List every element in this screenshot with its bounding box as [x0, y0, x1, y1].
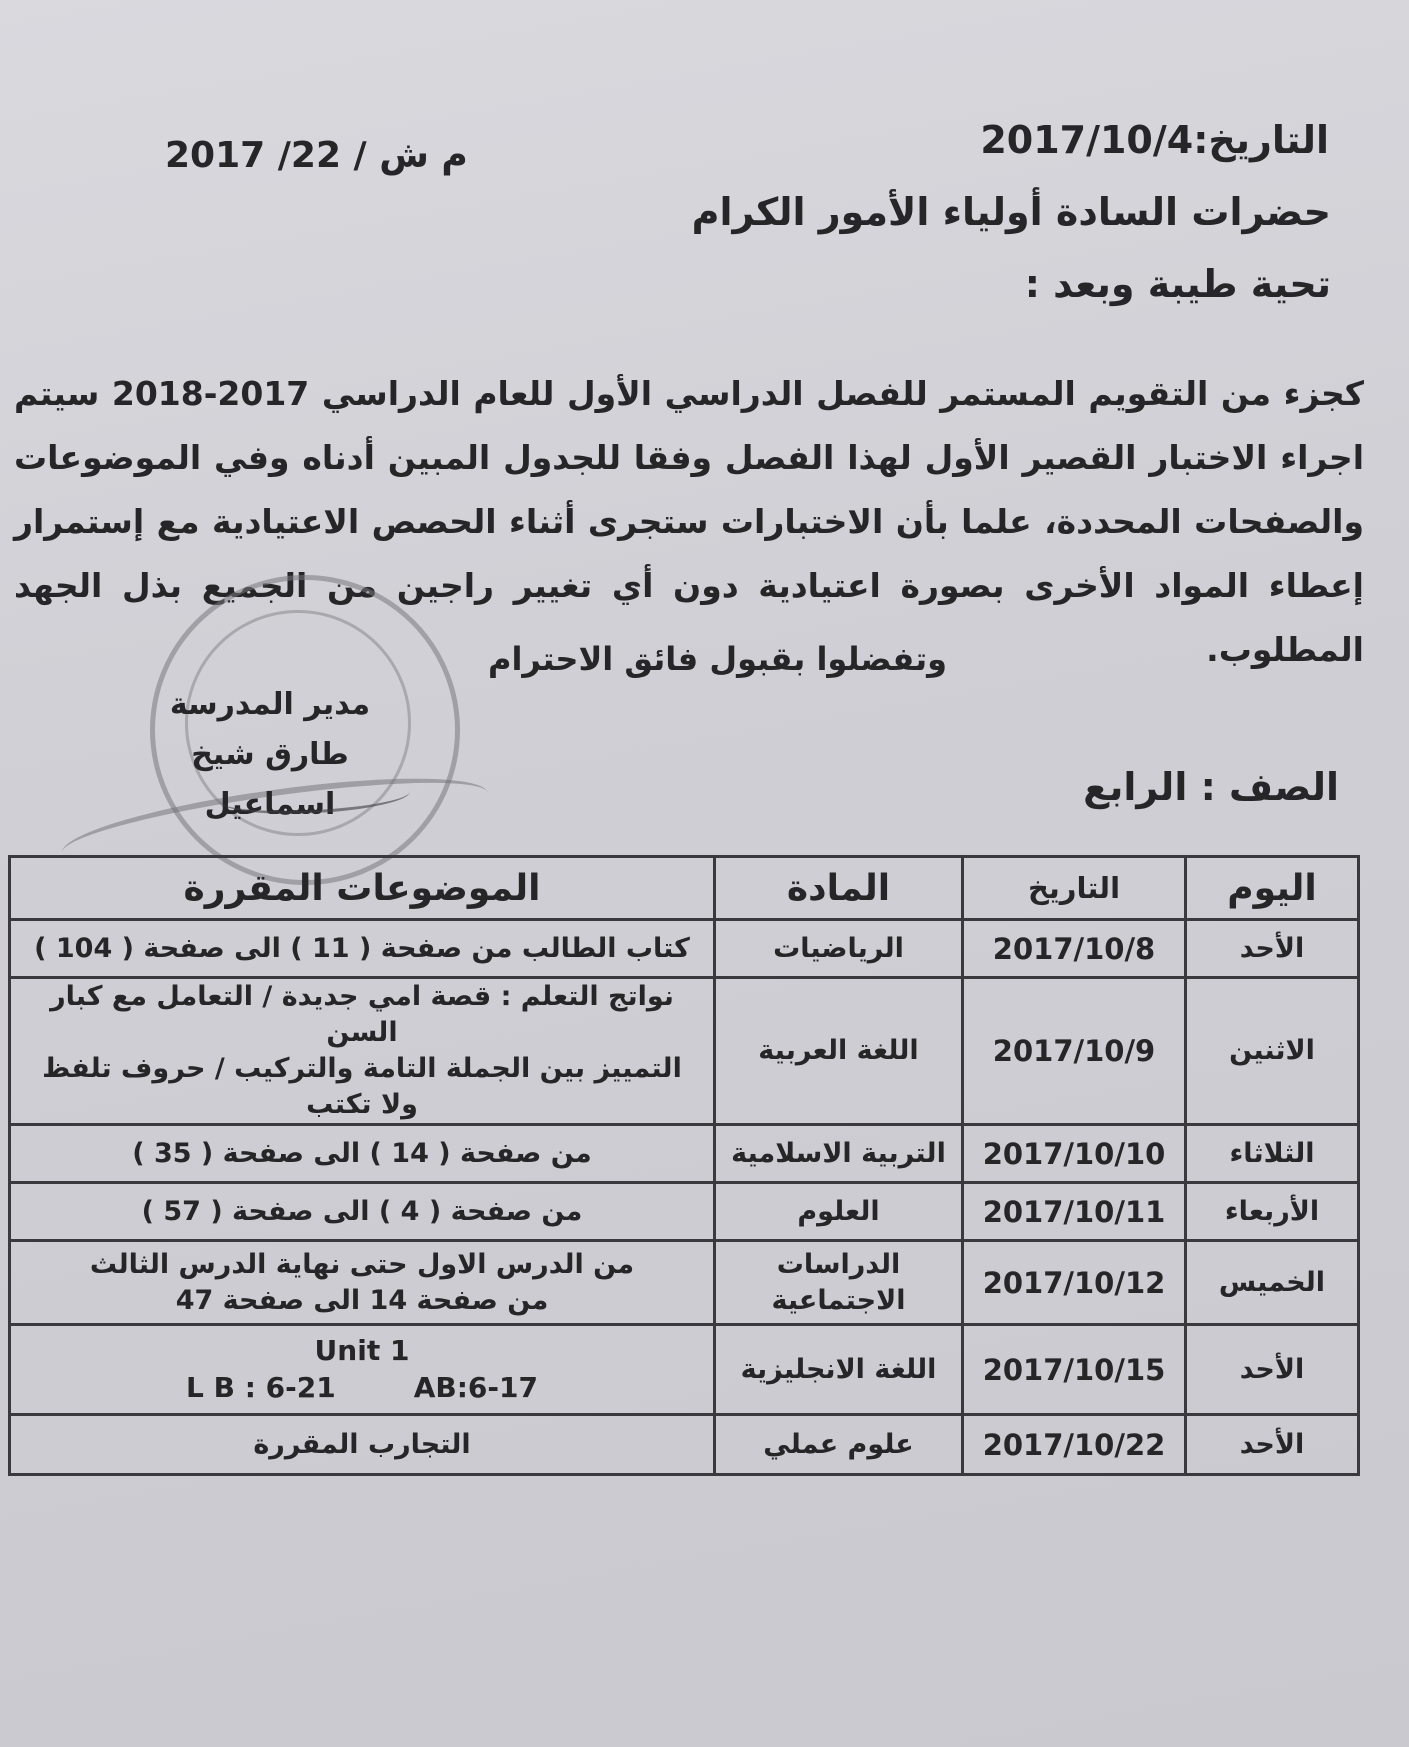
cell-topics	[10, 1241, 715, 1325]
topic-line: من صفحة ( 14 ) الى صفحة ( 35 )	[132, 1137, 592, 1169]
cell-day: الأربعاء	[1186, 1183, 1359, 1241]
reference-number: م ش / 22/ 2017	[165, 135, 468, 176]
table-row	[10, 1415, 1359, 1475]
cell-subject: علوم عملي	[715, 1415, 963, 1475]
cell-subject: اللغة الانجليزية	[715, 1325, 963, 1415]
cell-day: الأحد	[1186, 1325, 1359, 1415]
cell-subject: الرياضيات	[715, 920, 963, 978]
table-row	[10, 1183, 1359, 1241]
topic-line: L B : 6-21 AB:6-17	[186, 1370, 538, 1404]
header-subject: المادة	[715, 857, 963, 920]
cell-date: 2017/10/9	[963, 978, 1186, 1125]
cell-day: الأحد	[1186, 920, 1359, 978]
topic-line: من الدرس الاول حتى نهاية الدرس الثالث	[89, 1248, 635, 1280]
letter-body: كجزء من التقويم المستمر للفصل الدراسي الأول للعام الدراسي 2017-2018 سيتم اجراء الاختبار القصير الأول لهذا الفصل وفقا للجدول المبين أدناه وفي الموضوعات والصفحات المحددة، علما بأن الاختبارات ستجرى أثناء الحصص الاعتيادية مع إستمرار إعطاء المواد الأخرى بصورة اعتيادية دون أي تغيير راجين من الجميع بذل الجهد المطلوب.	[14, 374, 1364, 669]
cell-subject: اللغة العربية	[715, 978, 963, 1125]
exam-schedule-table	[8, 855, 1360, 1476]
cell-date: 2017/10/12	[963, 1241, 1186, 1325]
topic-line: نواتج التعلم : قصة امي جديدة / التعامل مع كبار السن	[50, 981, 674, 1048]
topic-line: من صفحة ( 4 ) الى صفحة ( 57 )	[141, 1195, 583, 1227]
cell-day: الخميس	[1186, 1241, 1359, 1325]
header-day: اليوم	[1186, 857, 1359, 920]
cell-day: الثلاثاء	[1186, 1125, 1359, 1183]
cell-date: 2017/10/8	[963, 920, 1186, 978]
cell-subject: التربية الاسلامية	[715, 1125, 963, 1183]
cell-topics	[10, 1125, 715, 1183]
topic-line: Unit 1	[314, 1333, 410, 1367]
table-row	[10, 1325, 1359, 1415]
topic-line: كتاب الطالب من صفحة ( 11 ) الى صفحة ( 104 )	[34, 932, 690, 964]
table-row	[10, 1125, 1359, 1183]
cell-topics	[10, 1183, 715, 1241]
cell-topics	[10, 978, 715, 1125]
table-row	[10, 920, 1359, 978]
cell-date: 2017/10/22	[963, 1415, 1186, 1475]
topic-line: التجارب المقررة	[253, 1428, 471, 1460]
cell-day: الأحد	[1186, 1415, 1359, 1475]
cell-date: 2017/10/11	[963, 1183, 1186, 1241]
header-topics: الموضوعات المقررة	[10, 857, 715, 920]
cell-subject: الدراسات الاجتماعية	[715, 1241, 963, 1325]
cell-day: الاثنين	[1186, 978, 1359, 1125]
header-date: التاريخ	[963, 857, 1186, 920]
greeting: تحية طيبة وبعد :	[1024, 262, 1331, 306]
table-header-row	[10, 857, 1359, 920]
table-row	[10, 1241, 1359, 1325]
salutation: حضرات السادة أولياء الأمور الكرام	[691, 190, 1331, 234]
principal-name: طارق شيخ اسماعيل	[191, 737, 349, 822]
grade-label: الصف : الرابع	[1083, 765, 1339, 809]
cell-topics	[10, 1325, 715, 1415]
topic-line: من صفحة 14 الى صفحة 47	[175, 1284, 549, 1316]
letter-date: التاريخ:2017/10/4	[980, 118, 1329, 162]
cell-date: 2017/10/10	[963, 1125, 1186, 1183]
closing-line: وتفضلوا بقبول فائق الاحترام	[488, 640, 947, 678]
cell-topics	[10, 920, 715, 978]
topic-line: التمييز بين الجملة التامة والتركيب / حروف تلفظ ولا تكتب	[42, 1053, 682, 1120]
cell-topics	[10, 1415, 715, 1475]
cell-subject: العلوم	[715, 1183, 963, 1241]
cell-date: 2017/10/15	[963, 1325, 1186, 1415]
table-row	[10, 978, 1359, 1125]
principal-title: مدير المدرسة	[169, 687, 371, 722]
